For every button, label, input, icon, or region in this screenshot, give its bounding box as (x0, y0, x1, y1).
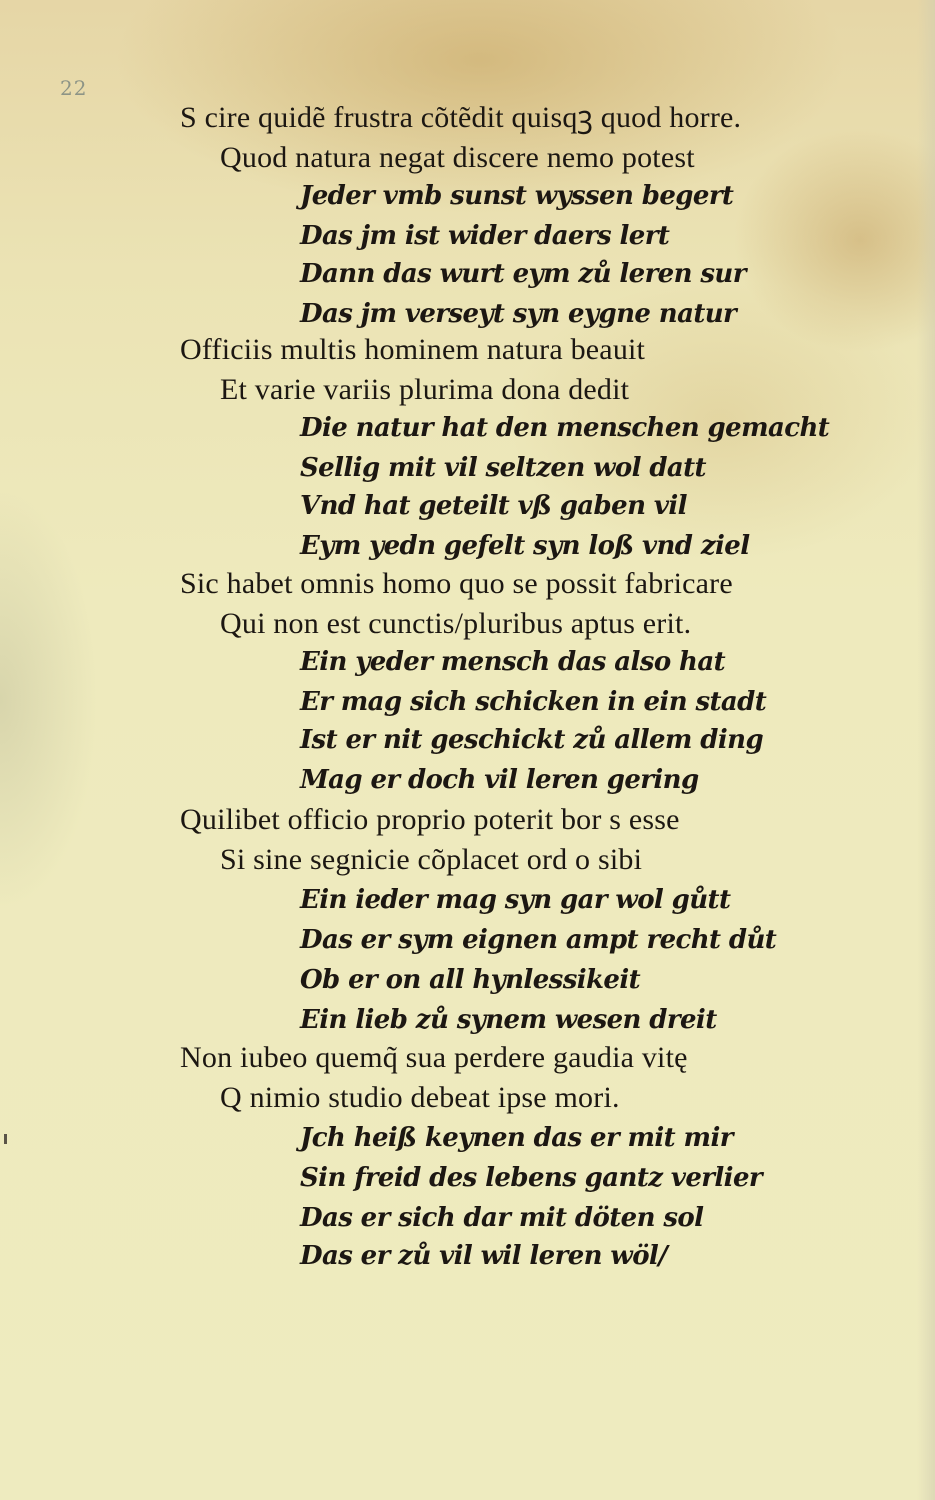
verse-line: Das er sym eignen ampt recht důt (300, 925, 777, 955)
verse-line: Die natur hat den menschen gemacht (300, 413, 830, 443)
verse-line: Ein yeder mensch das also hat (300, 647, 725, 677)
verse-line: Das er zů vil wil leren wöl/ (300, 1241, 668, 1271)
verse-line: Qui non est cunctis/pluribus aptus erit. (220, 607, 692, 640)
verse-line: Ist er nit geschickt zů allem ding (300, 725, 764, 755)
verse-line: Das jm ist wider daers lert (300, 221, 670, 251)
verse-line: Q nimio studio debeat ipse mori. (220, 1081, 620, 1114)
verse-line: Ein lieb zů synem wesen dreit (300, 1005, 717, 1035)
verse-line: Si sine segnicie cõplacet ord o sibi (220, 843, 643, 876)
verse-line: Officiis multis hominem natura beauit (180, 333, 646, 366)
verse-line: Vnd hat geteilt vß gaben vil (300, 491, 687, 521)
page-edge (917, 0, 935, 1500)
margin-mark (4, 1134, 7, 1144)
verse-line: Sic habet omnis homo quo se possit fabricare (180, 567, 733, 600)
verse-line: Jeder vmb sunst wyssen begert (300, 181, 734, 211)
verse-line: Sellig mit vil seltzen wol datt (300, 453, 706, 483)
verse-line: Quod natura negat discere nemo potest (220, 141, 695, 174)
folio-number: 22 (60, 76, 88, 100)
verse-line: Eym yedn gefelt syn loß vnd ziel (300, 531, 750, 561)
verse-line: Ob er on all hynlessikeit (300, 965, 641, 995)
verse-line: Ein ieder mag syn gar wol gůtt (300, 885, 731, 915)
verse-line: Jch heiß keynen das er mit mir (300, 1123, 733, 1153)
verse-line: Dann das wurt eym zů leren sur (300, 259, 746, 289)
verse-line: Das jm verseyt syn eygne natur (300, 299, 737, 329)
verse-line: Et varie variis plurima dona dedit (220, 373, 630, 406)
verse-line: Quilibet officio proprio poterit bor s esse (180, 803, 680, 836)
verse-line: S cire quidẽ frustra cõtẽdit quisqꝫ quod horre. (180, 101, 742, 134)
verse-line: Mag er doch vil leren gering (300, 765, 699, 795)
verse-line: Das er sich dar mit döten sol (300, 1203, 704, 1233)
verse-line: Er mag sich schicken in ein stadt (300, 687, 767, 717)
verse-line: Sin freid des lebens gantz verlier (300, 1163, 762, 1193)
verse-line: Non iubeo quemq̃ sua perdere gaudia vitę (180, 1041, 688, 1074)
